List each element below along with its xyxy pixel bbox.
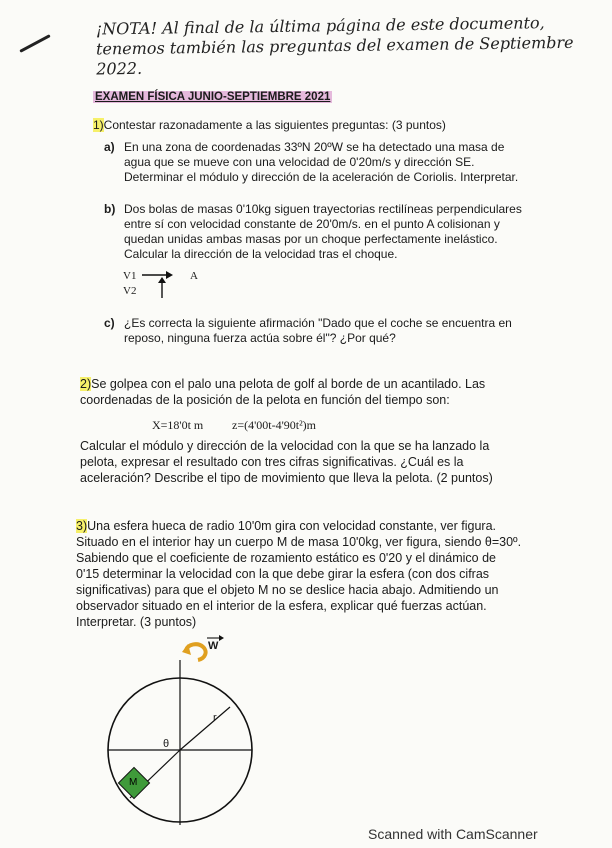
point-a-label: A <box>190 270 198 282</box>
theta-label: θ <box>163 738 170 750</box>
pen-mark <box>19 34 50 53</box>
q3-body: 3)Una esfera hueca de radio 10'0m gira con velocidad constante, ver figura. Situado en el interior hay un cuerpo M de masa 10'0kg, ver figura, siendo θ=30º. Sabiendo que el coeficiente de rozamiento estático es 0'20 y el dinámico de 0'15 determinar la velocidad con la que debe girar la esfera (con dos cifras significativas) para que el objeto M no se deslice hacia abajo. Admitiendo un observador situado en el interior de la esfera, explicar qué fuerzas actúan. Interpretar. (3 puntos) <box>76 519 522 629</box>
q2-intro: 2)Se golpea con el palo una pelota de golf al borde de un acantilado. Las coordenadas de la posición de la pelota en función del tiempo son: <box>80 377 486 407</box>
q2-body: Calcular el módulo y dirección de la velocidad con la que se ha lanzado la pelota, expresar el resultado con tres cifras significativas. ¿Cuál es la aceleración? Describe el tipo de movimiento que lleva la pelota. (2 puntos) <box>80 439 493 485</box>
omega-vector-head <box>219 635 224 641</box>
radius-line <box>180 707 230 750</box>
q2-x-equation: X=18'0t m <box>152 418 204 432</box>
radius-label: r <box>213 712 217 724</box>
exam-title: EXAMEN FÍSICA JUNIO-SEPTIEMBRE 2021 <box>95 91 331 103</box>
velocity-arrows <box>140 266 180 300</box>
q2-z-equation: z=(4'00t-4'90t²)m <box>232 418 317 432</box>
camscanner-watermark: Scanned with CamScanner <box>368 826 538 842</box>
q1-number: 1) <box>93 118 104 132</box>
v2-label: V2 <box>123 285 137 297</box>
mass-label: M <box>129 777 138 788</box>
q3-number: 3) <box>76 519 88 533</box>
sphere-figure <box>90 630 270 830</box>
omega-label: W <box>208 640 219 652</box>
v1-label: V1 <box>123 270 137 282</box>
q2-number: 2) <box>80 377 92 391</box>
handwritten-note: ¡NOTA! Al final de la última página de este documento, tenemos también las preguntas del examen de Septiembre 2022. <box>95 13 574 79</box>
q1-heading: 1)Contestar razonadamente a las siguientes preguntas: (3 puntos) <box>93 118 446 132</box>
